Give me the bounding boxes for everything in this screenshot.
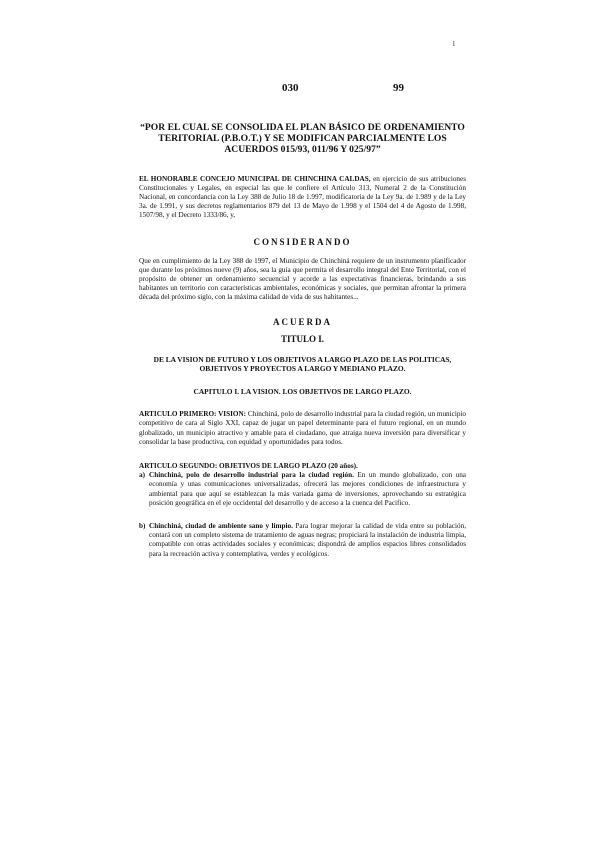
titulo-subtitle: DE LA VISION DE FUTURO Y LOS OBJETIVOS A LARGO PLAZO DE LAS POLITICAS, OBJETIVOS Y PROYECTOS A LARGO Y MEDIANO PLAZO. <box>153 354 452 373</box>
acuerda-heading: ACUERDA <box>273 316 332 327</box>
list-item-text: En un mundo globalizado, con una economía y unas comunicaciones universalizadas, ofrecerá las mejores condiciones de infraestructura y ambiental para que aquí se establezcan la más variada gama de inversiones, aprovechando su estratégica posición geográfica en el eje occidental del desarrollo y de acceso a la cuenca del Pacifico. <box>149 471 466 507</box>
list-marker: b) <box>139 522 146 531</box>
document-title: “POR EL CUAL SE CONSOLIDA EL PLAN BÁSICO DE ORDENAMIENTO TERITORIAL (P.B.O.T.) Y SE MODIFICAN PARCIALMENTE LOS ACUERDOS 015/93, 011/96 Y 025/97” <box>140 122 465 156</box>
considerando-paragraph: Que en cumplimiento de la Ley 388 de 1997, el Municipio de Chinchiná requiere de un instrumento planificador que durante los próximos nueve (9) años, sea la guía que permita el desarrollo integral del Ente Territorial, con el propósito de obtener un ordenamiento secuencial y acorde a las expectativas financieras, brindando a sus habitantes un territorio con características ambientales, económicas y sociales, que permitan afrontar la primera década del próximo siglo, con la máxima calidad de vida de sus habitantes... <box>139 256 466 302</box>
capitulo-heading: CAPITULO I. LA VISION. LOS OBJETIVOS DE LARGO PLAZO. <box>193 387 412 397</box>
list-item <box>139 471 466 508</box>
list-item-body <box>149 471 466 508</box>
list-item <box>139 522 466 559</box>
list-item-text: Para lograr mejorar la calidad de vida entre su población, contará con un completo sistema de tratamiento de aguas negras; propiciará la instalación de industria limpia, compatible con otras actividades sociales y económicas; dispondrá de amplios espacios libres consolidados para la recreación activa y contemplativa, verdes y ecológicos. <box>149 522 466 558</box>
intro-paragraph <box>139 175 466 221</box>
list-marker: a) <box>139 471 145 480</box>
articulo-primero <box>139 410 466 447</box>
intro-text: en ejercicio de sus atribuciones Constitucionales y Legales, en especial las que le confiere el Artículo 313, Numeral 2 de la Constitución Nacional, en concordancia con la Ley 388 de Julio 18 de 1.997, modificatoria de la Ley 9a. de 1.989 y de la Ley 3a. de 1.991, y sus decretos reglamentarios 879 del 13 de Mayo de 1.998 y el 1504 del 4 de Agosto de 1.998, 1507/98, y el Decreto 1333/86, y, <box>139 174 466 220</box>
list-item-body <box>149 522 466 559</box>
list-item-heading: Chinchiná, polo de desarrollo industrial para la ciudad región. <box>149 471 354 480</box>
document-page-number: 99 <box>393 82 404 94</box>
titulo-heading: TITULO I. <box>280 333 324 344</box>
document-body <box>139 122 466 573</box>
page-number: 1 <box>452 40 456 48</box>
articulo-primero-text: Chinchiná, polo de desarrollo industrial para la ciudad región, un municipio competitivo de cara al Siglo XXI, capaz de jugar un papel determinante para el futuro regional, en un mundo globalizado, un municipio atractivo y amable para el ciudadano, que atraiga nueva inversión para diversificar y consolidar la base productiva, con equidad y oportunidades para todos. <box>139 410 466 446</box>
considerando-heading: CONSIDERANDO <box>253 236 352 247</box>
intro-lead: EL HONORABLE CONCEJO MUNICIPAL DE CHINCHINA CALDAS, <box>139 174 371 183</box>
document-number: 030 <box>282 82 299 94</box>
articulo-segundo-label: ARTICULO SEGUNDO: OBJETIVOS DE LARGO PLAZO (20 años). <box>139 462 358 471</box>
articulo-primero-label: ARTICULO PRIMERO: VISION: <box>139 410 247 419</box>
list-item-heading: Chinchiná, ciudad de ambiente sano y limpio. <box>149 522 293 531</box>
